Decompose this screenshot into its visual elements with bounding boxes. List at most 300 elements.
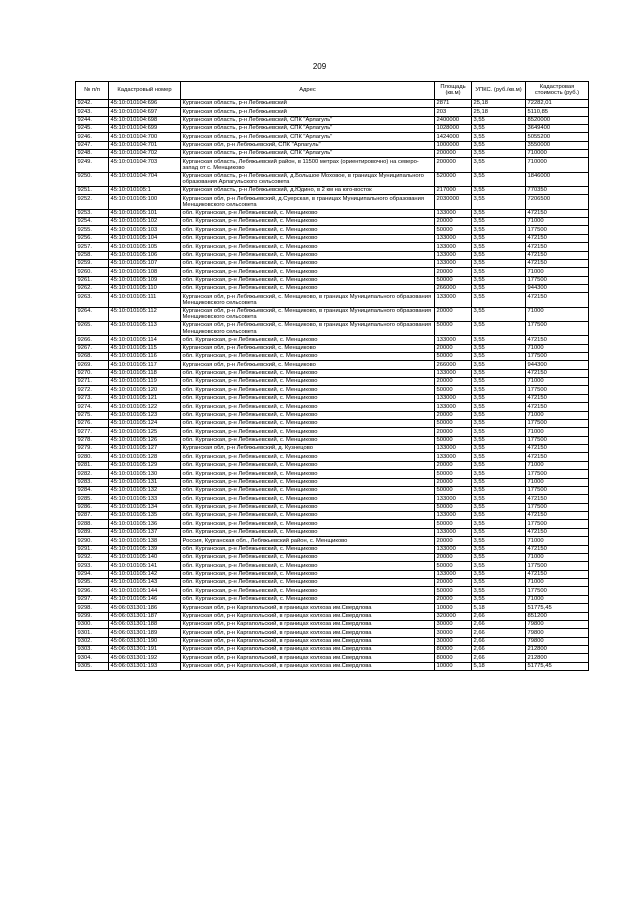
cell-upks: 3,55 — [472, 587, 526, 595]
cell-upks: 3,55 — [472, 386, 526, 394]
table-row — [76, 537, 589, 545]
table-row — [76, 150, 589, 158]
table-row — [76, 378, 589, 386]
cell-row-number: 9281. — [76, 461, 109, 469]
cell-row-number: 9250. — [76, 172, 109, 186]
cell-cadastral-number: 45:10:010105:125 — [109, 428, 181, 436]
cell-address: обл. Курганская, р-н Лебяжьевский, с. Менщиково — [181, 403, 435, 411]
table-row — [76, 234, 589, 242]
cell-row-number: 9270. — [76, 369, 109, 377]
cell-cadastral-value: 472150 — [526, 403, 589, 411]
cell-cadastral-number: 45:10:010105:111 — [109, 293, 181, 307]
cell-row-number: 9248. — [76, 150, 109, 158]
cell-cadastral-number: 45:10:010104:703 — [109, 158, 181, 172]
cell-cadastral-value: 177500 — [526, 436, 589, 444]
cell-cadastral-number: 45:10:010105:110 — [109, 285, 181, 293]
cell-address: обл. Курганская, р-н Лебяжьевский, с. Менщиково — [181, 243, 435, 251]
cell-area: 133000 — [435, 234, 472, 242]
cell-address: Курганская обл, р-н Лебяжьевский, д.Суерская, в границах Муниципального образования Менщиковского сельсовета — [181, 195, 435, 209]
cell-area: 217000 — [435, 186, 472, 194]
cell-address: обл. Курганская, р-н Лебяжьевский, с. Менщиково — [181, 386, 435, 394]
cell-upks: 3,55 — [472, 436, 526, 444]
cell-address: Курганская обл, р-н Каргапольский, в границах колхоза им.Свердлова — [181, 646, 435, 654]
cell-row-number: 9245. — [76, 124, 109, 132]
cell-cadastral-value: 710000 — [526, 150, 589, 158]
cell-upks: 3,55 — [472, 503, 526, 511]
cell-area: 1424000 — [435, 133, 472, 141]
table-row — [76, 186, 589, 194]
cell-row-number: 9287. — [76, 512, 109, 520]
cell-cadastral-number: 45:10:010105:128 — [109, 453, 181, 461]
cell-row-number: 9260. — [76, 268, 109, 276]
cell-cadastral-value: 472150 — [526, 336, 589, 344]
cell-cadastral-value: 51775,45 — [526, 604, 589, 612]
cell-row-number: 9271. — [76, 378, 109, 386]
cell-address: Курганская обл, р-н Лебяжьевский, с. Менщиково — [181, 344, 435, 352]
table-row — [76, 461, 589, 469]
cell-row-number: 9277. — [76, 428, 109, 436]
cell-cadastral-value: 851200 — [526, 612, 589, 620]
cell-area: 200000 — [435, 158, 472, 172]
cell-upks: 3,55 — [472, 411, 526, 419]
cell-upks: 3,55 — [472, 352, 526, 360]
cell-cadastral-value: 71000 — [526, 218, 589, 226]
cell-cadastral-number: 45:06:031301:191 — [109, 646, 181, 654]
table-row — [76, 428, 589, 436]
cell-area: 50000 — [435, 470, 472, 478]
cell-upks: 3,55 — [472, 528, 526, 536]
cell-address: обл. Курганская, р-н Лебяжьевский, с. Менщиково — [181, 411, 435, 419]
cell-cadastral-value: 710000 — [526, 158, 589, 172]
cell-cadastral-number: 45:10:010105:118 — [109, 369, 181, 377]
cell-address: обл. Курганская, р-н Лебяжьевский, с. Менщиково — [181, 461, 435, 469]
cell-area: 200000 — [435, 150, 472, 158]
cell-upks: 2,66 — [472, 637, 526, 645]
cell-upks: 25,18 — [472, 108, 526, 116]
cell-cadastral-value: 472150 — [526, 369, 589, 377]
cell-upks: 3,55 — [472, 150, 526, 158]
cell-upks: 3,55 — [472, 369, 526, 377]
cell-address: Курганская обл, р-н Каргапольский, в границах колхоза им.Свердлова — [181, 629, 435, 637]
cell-row-number: 9247. — [76, 141, 109, 149]
cell-address: Курганская обл, р-н Лебяжьевский, д. Кузнецово — [181, 445, 435, 453]
cell-address: обл. Курганская, р-н Лебяжьевский, с. Менщиково — [181, 553, 435, 561]
cell-cadastral-value: 177500 — [526, 587, 589, 595]
table-row — [76, 411, 589, 419]
cell-area: 50000 — [435, 352, 472, 360]
cell-area: 266000 — [435, 285, 472, 293]
cell-cadastral-number: 45:10:010105:107 — [109, 259, 181, 267]
cell-row-number: 9304. — [76, 654, 109, 662]
cell-area: 50000 — [435, 386, 472, 394]
cell-upks: 3,55 — [472, 116, 526, 124]
cell-cadastral-number: 45:10:010105:103 — [109, 226, 181, 234]
cell-area: 2871 — [435, 99, 472, 107]
cell-upks: 3,55 — [472, 445, 526, 453]
cell-row-number: 9276. — [76, 419, 109, 427]
cell-area: 266000 — [435, 361, 472, 369]
cell-row-number: 9295. — [76, 579, 109, 587]
cell-cadastral-value: 5055200 — [526, 133, 589, 141]
table-row — [76, 321, 589, 335]
cell-area: 80000 — [435, 654, 472, 662]
table-row — [76, 486, 589, 494]
cell-cadastral-value: 71000 — [526, 461, 589, 469]
cell-area: 50000 — [435, 587, 472, 595]
cell-address: обл. Курганская, р-н Лебяжьевский, с. Менщиково — [181, 268, 435, 276]
cell-area: 50000 — [435, 321, 472, 335]
cell-cadastral-value: 472150 — [526, 259, 589, 267]
cell-row-number: 9246. — [76, 133, 109, 141]
column-header-address: Адрес — [181, 82, 435, 100]
cell-cadastral-value: 177500 — [526, 276, 589, 284]
cell-cadastral-value: 944300 — [526, 361, 589, 369]
cell-area: 2030000 — [435, 195, 472, 209]
cell-cadastral-number: 45:10:010105:136 — [109, 520, 181, 528]
cell-cadastral-number: 45:06:031301:186 — [109, 604, 181, 612]
cell-address: обл. Курганская, р-н Лебяжьевский, с. Менщиково — [181, 285, 435, 293]
cell-upks: 3,55 — [472, 470, 526, 478]
cell-area: 1028000 — [435, 124, 472, 132]
cell-area: 133000 — [435, 209, 472, 217]
cell-address: обл. Курганская, р-н Лебяжьевский, с. Менщиково — [181, 579, 435, 587]
cell-cadastral-number: 45:06:031301:187 — [109, 612, 181, 620]
cell-address: Курганская обл, р-н Лебяжьевский, с. Менщиково, в границах Муниципального образования Менщиковского сельсовета — [181, 321, 435, 335]
cell-cadastral-number: 45:10:010105:102 — [109, 218, 181, 226]
column-header-upks: УПКС. (руб./кв.м) — [472, 82, 526, 100]
cell-row-number: 9253. — [76, 209, 109, 217]
cell-address: Курганская обл, р-н Каргапольский, в границах колхоза им.Свердлова — [181, 654, 435, 662]
table-row — [76, 218, 589, 226]
cell-area: 10000 — [435, 662, 472, 670]
table-row — [76, 172, 589, 186]
cell-upks: 3,55 — [472, 537, 526, 545]
cell-upks: 3,55 — [472, 124, 526, 132]
table-row — [76, 545, 589, 553]
table-row — [76, 453, 589, 461]
cell-row-number: 9290. — [76, 537, 109, 545]
cell-upks: 3,55 — [472, 133, 526, 141]
column-header-cadastral-value: Кадастровая стоимость (руб.) — [526, 82, 589, 100]
cell-row-number: 9267. — [76, 344, 109, 352]
table-row — [76, 419, 589, 427]
cell-upks: 3,55 — [472, 461, 526, 469]
cell-cadastral-value: 71000 — [526, 344, 589, 352]
cell-cadastral-value: 472150 — [526, 495, 589, 503]
table-row — [76, 587, 589, 595]
cell-row-number: 9293. — [76, 562, 109, 570]
cell-cadastral-number: 45:06:031301:193 — [109, 662, 181, 670]
cell-row-number: 9296. — [76, 587, 109, 595]
cell-cadastral-value: 71000 — [526, 579, 589, 587]
table-row — [76, 570, 589, 578]
cell-area: 20000 — [435, 478, 472, 486]
cell-row-number: 9249. — [76, 158, 109, 172]
table-row — [76, 195, 589, 209]
table-row — [76, 133, 589, 141]
cell-area: 50000 — [435, 486, 472, 494]
table-row — [76, 595, 589, 603]
cell-area: 133000 — [435, 512, 472, 520]
cell-area: 2400000 — [435, 116, 472, 124]
cell-row-number: 9282. — [76, 470, 109, 478]
cell-cadastral-value: 177500 — [526, 520, 589, 528]
table-row — [76, 124, 589, 132]
cell-cadastral-number: 45:10:010105:131 — [109, 478, 181, 486]
table-row — [76, 445, 589, 453]
cell-address: Курганская обл, р-н Лебяжьевский, с. Менщиково, в границах Муниципального образования Менщиковского сельсовета — [181, 293, 435, 307]
cell-upks: 3,55 — [472, 218, 526, 226]
cell-cadastral-number: 45:10:010105:143 — [109, 579, 181, 587]
table-row — [76, 243, 589, 251]
cell-row-number: 9285. — [76, 495, 109, 503]
cell-cadastral-value: 71000 — [526, 378, 589, 386]
cell-upks: 2,66 — [472, 620, 526, 628]
cell-address: обл. Курганская, р-н Лебяжьевский, с. Менщиково — [181, 570, 435, 578]
cell-cadastral-number: 45:10:010104:701 — [109, 141, 181, 149]
cell-cadastral-number: 45:10:010105:108 — [109, 268, 181, 276]
table-row — [76, 604, 589, 612]
cell-area: 320000 — [435, 612, 472, 620]
cell-area: 20000 — [435, 461, 472, 469]
cell-area: 50000 — [435, 520, 472, 528]
cell-row-number: 9268. — [76, 352, 109, 360]
cell-area: 133000 — [435, 293, 472, 307]
cell-area: 20000 — [435, 553, 472, 561]
cell-cadastral-number: 45:10:010105:123 — [109, 411, 181, 419]
cell-cadastral-value: 3550000 — [526, 141, 589, 149]
table-row — [76, 403, 589, 411]
cell-area: 20000 — [435, 378, 472, 386]
cell-address: обл. Курганская, р-н Лебяжьевский, с. Менщиково — [181, 520, 435, 528]
cell-cadastral-number: 45:10:010105:146 — [109, 595, 181, 603]
table-row — [76, 528, 589, 536]
cell-upks: 3,55 — [472, 361, 526, 369]
cell-row-number: 9252. — [76, 195, 109, 209]
cell-cadastral-value: 177500 — [526, 562, 589, 570]
cell-address: обл. Курганская, р-н Лебяжьевский, с. Менщиково — [181, 259, 435, 267]
cell-row-number: 9275. — [76, 411, 109, 419]
cell-row-number: 9278. — [76, 436, 109, 444]
cell-row-number: 9302. — [76, 637, 109, 645]
cell-cadastral-number: 45:10:010105:116 — [109, 352, 181, 360]
cell-upks: 3,55 — [472, 226, 526, 234]
cell-row-number: 9266. — [76, 336, 109, 344]
table-row — [76, 108, 589, 116]
page-number: 209 — [312, 62, 327, 71]
cell-cadastral-value: 472150 — [526, 209, 589, 217]
cell-address: обл. Курганская, р-н Лебяжьевский, с. Менщиково — [181, 587, 435, 595]
cell-area: 133000 — [435, 570, 472, 578]
table-row — [76, 141, 589, 149]
cell-area: 50000 — [435, 503, 472, 511]
cell-area: 50000 — [435, 562, 472, 570]
cell-cadastral-number: 45:10:010105:137 — [109, 528, 181, 536]
table-row — [76, 654, 589, 662]
cell-cadastral-number: 45:10:010105:122 — [109, 403, 181, 411]
table-row — [76, 478, 589, 486]
cell-address: обл. Курганская, р-н Лебяжьевский, с. Менщиково — [181, 251, 435, 259]
cell-cadastral-number: 45:10:010105:101 — [109, 209, 181, 217]
cell-row-number: 9254. — [76, 218, 109, 226]
cell-cadastral-number: 45:10:010105:115 — [109, 344, 181, 352]
cell-address: обл. Курганская, р-н Лебяжьевский, с. Менщиково — [181, 512, 435, 520]
cell-area: 1000000 — [435, 141, 472, 149]
cell-area: 133000 — [435, 336, 472, 344]
cell-cadastral-value: 71000 — [526, 537, 589, 545]
cell-cadastral-number: 45:10:010105:133 — [109, 495, 181, 503]
cell-upks: 25,18 — [472, 99, 526, 107]
cell-cadastral-number: 45:10:010104:704 — [109, 172, 181, 186]
table-row — [76, 662, 589, 670]
cell-upks: 3,55 — [472, 336, 526, 344]
cell-cadastral-value: 5110,85 — [526, 108, 589, 116]
cell-upks: 3,55 — [472, 478, 526, 486]
cell-address: обл. Курганская, р-н Лебяжьевский, с. Менщиково — [181, 595, 435, 603]
cell-upks: 3,55 — [472, 562, 526, 570]
cell-area: 50000 — [435, 419, 472, 427]
cell-row-number: 9272. — [76, 386, 109, 394]
cell-row-number: 9262. — [76, 285, 109, 293]
cell-address: Курганская обл, р-н Каргапольский, в границах колхоза им.Свердлова — [181, 604, 435, 612]
column-header-number: № п/п — [76, 82, 109, 100]
cell-area: 133000 — [435, 528, 472, 536]
cell-address: обл. Курганская, р-н Лебяжьевский, с. Менщиково — [181, 470, 435, 478]
table-row — [76, 251, 589, 259]
cell-row-number: 9259. — [76, 259, 109, 267]
cell-cadastral-value: 472150 — [526, 251, 589, 259]
cell-cadastral-value: 71000 — [526, 553, 589, 561]
cell-cadastral-number: 45:10:010105:139 — [109, 545, 181, 553]
cell-cadastral-value: 944300 — [526, 285, 589, 293]
cell-row-number: 9265. — [76, 321, 109, 335]
cell-address: обл. Курганская, р-н Лебяжьевский, с. Менщиково — [181, 378, 435, 386]
cell-cadastral-number: 45:10:010104:698 — [109, 116, 181, 124]
cell-upks: 3,55 — [472, 520, 526, 528]
cell-cadastral-number: 45:10:010105:127 — [109, 445, 181, 453]
cell-address: обл. Курганская, р-н Лебяжьевский, с. Менщиково — [181, 369, 435, 377]
cell-row-number: 9279. — [76, 445, 109, 453]
cell-area: 50000 — [435, 226, 472, 234]
cell-upks: 3,55 — [472, 209, 526, 217]
cell-address: обл. Курганская, р-н Лебяжьевский, с. Менщиково — [181, 545, 435, 553]
cell-address: обл. Курганская, р-н Лебяжьевский, с. Менщиково — [181, 495, 435, 503]
cell-cadastral-number: 45:06:031301:192 — [109, 654, 181, 662]
cell-row-number: 9294. — [76, 570, 109, 578]
cell-cadastral-value: 472150 — [526, 453, 589, 461]
cell-address: обл. Курганская, р-н Лебяжьевский, с. Менщиково — [181, 218, 435, 226]
cell-area: 30000 — [435, 637, 472, 645]
cell-row-number: 9280. — [76, 453, 109, 461]
cell-row-number: 9263. — [76, 293, 109, 307]
cell-row-number: 9258. — [76, 251, 109, 259]
cell-cadastral-value: 71000 — [526, 428, 589, 436]
cell-cadastral-value: 472150 — [526, 234, 589, 242]
cell-area: 30000 — [435, 629, 472, 637]
table-row — [76, 369, 589, 377]
cell-row-number: 9291. — [76, 545, 109, 553]
cell-area: 133000 — [435, 445, 472, 453]
cell-address: обл. Курганская, р-н Лебяжьевский, с. Менщиково — [181, 209, 435, 217]
cell-row-number: 9289. — [76, 528, 109, 536]
cell-area: 20000 — [435, 268, 472, 276]
cell-address: обл. Курганская, р-н Лебяжьевский, с. Менщиково — [181, 562, 435, 570]
cell-cadastral-value: 177500 — [526, 486, 589, 494]
table-row — [76, 512, 589, 520]
cell-cadastral-value: 79800 — [526, 637, 589, 645]
cell-upks: 3,55 — [472, 495, 526, 503]
cell-cadastral-number: 45:10:010104:700 — [109, 133, 181, 141]
column-header-area: Площадь (кв.м) — [435, 82, 472, 100]
cell-row-number: 9274. — [76, 403, 109, 411]
cell-address: обл. Курганская, р-н Лебяжьевский, с. Менщиково — [181, 352, 435, 360]
cell-cadastral-number: 45:10:010105:138 — [109, 537, 181, 545]
table-row — [76, 394, 589, 402]
cell-cadastral-value: 72282,01 — [526, 99, 589, 107]
cell-address: обл. Курганская, р-н Лебяжьевский, с. Менщиково — [181, 428, 435, 436]
cell-upks: 3,55 — [472, 307, 526, 321]
cell-address: Курганская обл, р-н Каргапольский, в границах колхоза им.Свердлова — [181, 620, 435, 628]
table-row — [76, 553, 589, 561]
cell-cadastral-number: 45:10:010105:104 — [109, 234, 181, 242]
cell-address: Россия, Курганская обл., Лебяжьевский район, с. Менщиково — [181, 537, 435, 545]
cell-cadastral-number: 45:10:010105:109 — [109, 276, 181, 284]
cell-row-number: 9286. — [76, 503, 109, 511]
table-row — [76, 344, 589, 352]
cell-area: 133000 — [435, 243, 472, 251]
cell-row-number: 9261. — [76, 276, 109, 284]
cell-cadastral-number: 45:10:010105:132 — [109, 486, 181, 494]
cell-upks: 3,55 — [472, 276, 526, 284]
cell-row-number: 9243. — [76, 108, 109, 116]
table-row — [76, 99, 589, 107]
cell-area: 133000 — [435, 259, 472, 267]
cell-area: 20000 — [435, 579, 472, 587]
cell-address: Курганская обл, р-н Лебяжьевский, с. Менщиково — [181, 361, 435, 369]
cell-cadastral-value: 472150 — [526, 445, 589, 453]
cell-address: обл. Курганская, р-н Лебяжьевский, с. Менщиково — [181, 394, 435, 402]
cell-upks: 3,55 — [472, 570, 526, 578]
cell-upks: 2,66 — [472, 629, 526, 637]
table-row — [76, 520, 589, 528]
cell-address: обл. Курганская, р-н Лебяжьевский, с. Менщиково — [181, 503, 435, 511]
table-row — [76, 637, 589, 645]
cell-cadastral-value: 472150 — [526, 512, 589, 520]
cell-address: Курганская область, р-н Лебяжьевский — [181, 99, 435, 107]
cell-cadastral-number: 45:10:010105:126 — [109, 436, 181, 444]
cell-address: обл. Курганская, р-н Лебяжьевский, с. Менщиково — [181, 486, 435, 494]
cell-area: 203 — [435, 108, 472, 116]
cell-address: Курганская область, р-н Лебяжьевский, д.Юдино, в 2 км на юго-восток — [181, 186, 435, 194]
cell-row-number: 9303. — [76, 646, 109, 654]
cell-address: Курганская область, р-н Лебяжьевский, СПК "Арлагуль" — [181, 124, 435, 132]
cell-cadastral-value: 472150 — [526, 570, 589, 578]
cell-cadastral-value: 177500 — [526, 470, 589, 478]
cell-row-number: 9242. — [76, 99, 109, 107]
cadastral-table — [75, 81, 589, 671]
cell-cadastral-value: 71000 — [526, 411, 589, 419]
cell-address: обл. Курганская, р-н Лебяжьевский, с. Менщиково — [181, 226, 435, 234]
cell-cadastral-value: 8520000 — [526, 116, 589, 124]
cell-cadastral-number: 45:10:010105:112 — [109, 307, 181, 321]
cell-address: обл. Курганская, р-н Лебяжьевский, с. Менщиково — [181, 336, 435, 344]
cell-cadastral-number: 45:10:010105:141 — [109, 562, 181, 570]
table-row — [76, 259, 589, 267]
cell-address: Курганская обл, р-н Каргапольский, в границах колхоза им.Свердлова — [181, 662, 435, 670]
cell-address: обл. Курганская, р-н Лебяжьевский, с. Менщиково — [181, 436, 435, 444]
cell-cadastral-value: 212800 — [526, 646, 589, 654]
cell-address: Курганская обл, р-н Лебяжьевский, с. Менщиково, в границах Муниципального образования Менщиковского сельсовета — [181, 307, 435, 321]
